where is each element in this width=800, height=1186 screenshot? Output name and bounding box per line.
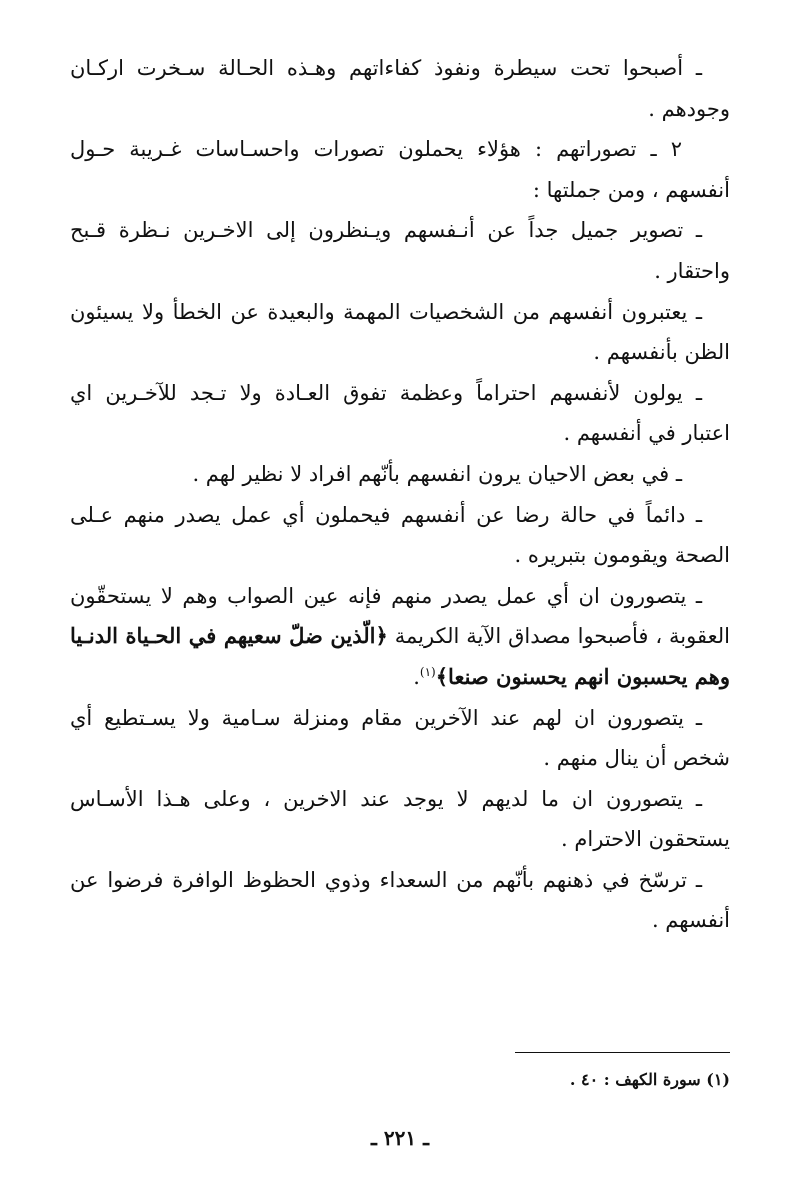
page-number: ـ ٢٢١ ـ bbox=[371, 1126, 429, 1150]
footnote-divider bbox=[515, 1052, 730, 1053]
quran-verse-part-1: ﴿الّذين ضلّ سعيهم في الحـياة الدنـيا bbox=[70, 623, 388, 649]
main-text bbox=[70, 48, 730, 941]
paragraph-8-end: . bbox=[413, 664, 420, 689]
paragraph-10-line-1: ـ يتصورون ان ما لديهم لا يوجد عند الاخرين ، وعلى هـذا الأسـاس bbox=[70, 786, 702, 811]
paragraph-4-line-2: الظن بأنفسهم . bbox=[593, 340, 730, 365]
footnote: (١) سورة الكهف : ٤٠ . bbox=[569, 1070, 730, 1089]
paragraph-7-line-2: الصحة ويقومون بتبريره . bbox=[514, 543, 730, 568]
paragraph-2-line-1: ٢ ـ تصوراتهم : هؤلاء يحملون تصورات واحسـاسات غـريبة حـول bbox=[70, 137, 682, 162]
paragraph-8-line-2 bbox=[70, 616, 730, 657]
paragraph-1-line-2: وجودهم . bbox=[648, 96, 730, 121]
quran-verse-part-2: وهم يحسبون انهم يحسنون صنعا﴾ bbox=[435, 663, 730, 689]
paragraph-3-line-2: واحتقار . bbox=[654, 258, 730, 283]
paragraph-2-line-2: أنفسهم ، ومن جملتها : bbox=[532, 177, 730, 202]
paragraph-1-line-1: ـ أصبحوا تحت سيطرة ونفوذ كفاءاتهم وهـذه الحـالة سـخرت اركـان bbox=[70, 56, 702, 80]
paragraph-4-line-1: ـ يعتبرون أنفسهم من الشخصيات المهمة والبعيدة عن الخطأ ولا يسيئون bbox=[70, 299, 702, 324]
paragraph-9-line-1: ـ يتصورون ان لهم عند الآخرين مقام ومنزلة سـامية ولا يسـتطيع أي bbox=[70, 705, 702, 730]
paragraph-3-line-1: ـ تصوير جميل جداً عن أنـفسهم ويـنظرون إلى الاخـرين نـظرة قـبح bbox=[70, 218, 702, 243]
paragraph-8-line-2-text: العقوبة ، فأصبحوا مصداق الآية الكريمة bbox=[394, 624, 730, 649]
paragraph-8-line-1: ـ يتصورون ان أي عمل يصدر منهم فإنه عين الصواب وهم لا يستحقّون bbox=[70, 583, 702, 608]
paragraph-11-line-1: ـ ترسّخ في ذهنهم بأنّهم من السعداء وذوي الحظوظ الوافرة فرضوا عن bbox=[70, 867, 702, 892]
paragraph-11-line-2: أنفسهم . bbox=[651, 908, 730, 933]
paragraph-10-line-2: يستحقون الاحترام . bbox=[561, 827, 730, 852]
paragraph-5-line-1: ـ يولون لأنفسهم احتراماً وعظمة تفوق العـادة ولا تـجد للآخـرين اي bbox=[70, 380, 702, 405]
paragraph-7-line-1: ـ دائماً في حالة رضا عن أنفسهم فيحملون أي عمل يصدر منهم عـلى bbox=[70, 502, 702, 527]
paragraph-5-line-2: اعتبار في أنفسهم . bbox=[563, 421, 730, 446]
footnote-ref: (١) bbox=[419, 664, 436, 679]
paragraph-6-line-1: ـ في بعض الاحيان يرون انفسهم بأنّهم افراد لا نظير لهم . bbox=[192, 461, 682, 486]
paragraph-9-line-2: شخص أن ينال منهم . bbox=[543, 746, 730, 771]
paragraph-8-line-3 bbox=[70, 657, 730, 698]
